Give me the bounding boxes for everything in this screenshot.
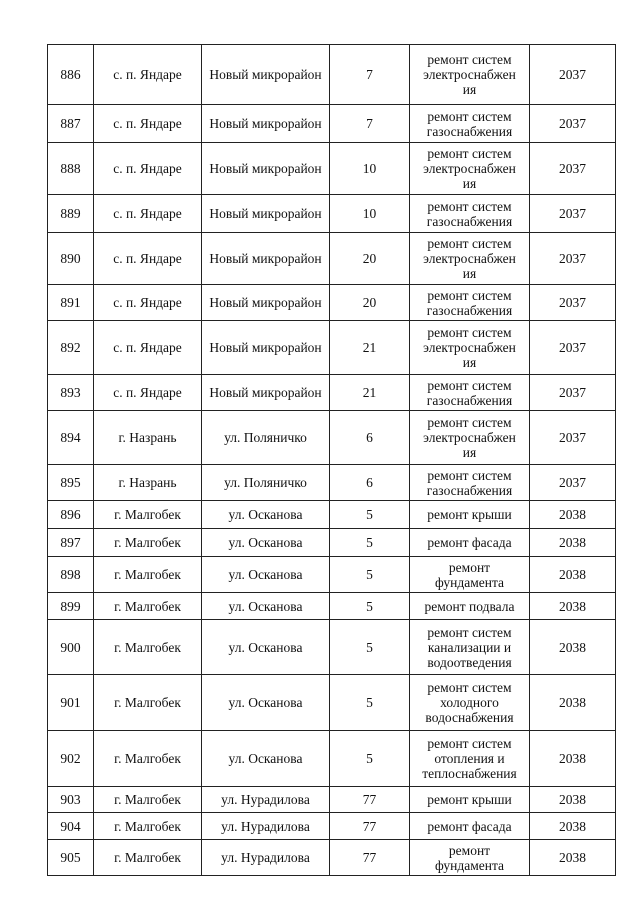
row-number-cell: 903: [48, 787, 94, 813]
row-number-cell: 886: [48, 45, 94, 105]
street-cell: Новый микрорайон: [202, 143, 330, 195]
table-row: [48, 620, 616, 675]
street-cell: ул. Осканова: [202, 557, 330, 593]
table-row: [48, 321, 616, 375]
house-number-cell: 77: [330, 840, 410, 876]
work-type-cell: ремонт систем газоснабжения: [410, 375, 530, 411]
work-type-cell: ремонт подвала: [410, 593, 530, 620]
table-row: [48, 557, 616, 593]
street-cell: ул. Осканова: [202, 501, 330, 529]
work-type-cell: ремонт крыши: [410, 787, 530, 813]
table-row: [48, 731, 616, 787]
year-cell: 2038: [530, 840, 616, 876]
table-row: [48, 787, 616, 813]
street-cell: ул. Нурадилова: [202, 840, 330, 876]
table-body: [48, 45, 616, 876]
work-type-cell: ремонт фундамента: [410, 840, 530, 876]
locality-cell: с. п. Яндаре: [94, 375, 202, 411]
street-cell: Новый микрорайон: [202, 195, 330, 233]
row-number-cell: 899: [48, 593, 94, 620]
year-cell: 2037: [530, 411, 616, 465]
locality-cell: с. п. Яндаре: [94, 285, 202, 321]
house-number-cell: 5: [330, 593, 410, 620]
street-cell: Новый микрорайон: [202, 233, 330, 285]
work-type-cell: ремонт фасада: [410, 529, 530, 557]
table-row: [48, 529, 616, 557]
street-cell: ул. Осканова: [202, 620, 330, 675]
table-row: [48, 411, 616, 465]
street-cell: Новый микрорайон: [202, 285, 330, 321]
table-row: [48, 675, 616, 731]
year-cell: 2038: [530, 593, 616, 620]
row-number-cell: 895: [48, 465, 94, 501]
street-cell: ул. Осканова: [202, 675, 330, 731]
table-row: [48, 375, 616, 411]
house-number-cell: 5: [330, 675, 410, 731]
year-cell: 2038: [530, 557, 616, 593]
work-type-cell: ремонт систем газоснабжения: [410, 285, 530, 321]
locality-cell: с. п. Яндаре: [94, 195, 202, 233]
work-type-cell: ремонт систем газоснабжения: [410, 195, 530, 233]
work-type-cell: ремонт фасада: [410, 813, 530, 840]
year-cell: 2037: [530, 233, 616, 285]
table-row: [48, 285, 616, 321]
locality-cell: с. п. Яндаре: [94, 321, 202, 375]
house-number-cell: 5: [330, 731, 410, 787]
locality-cell: г. Назрань: [94, 465, 202, 501]
table-row: [48, 501, 616, 529]
locality-cell: г. Малгобек: [94, 840, 202, 876]
year-cell: 2037: [530, 465, 616, 501]
year-cell: 2038: [530, 731, 616, 787]
year-cell: 2038: [530, 787, 616, 813]
year-cell: 2038: [530, 529, 616, 557]
street-cell: ул. Осканова: [202, 529, 330, 557]
row-number-cell: 893: [48, 375, 94, 411]
work-type-cell: ремонт систем электроснабжен ия: [410, 143, 530, 195]
locality-cell: г. Малгобек: [94, 620, 202, 675]
house-number-cell: 6: [330, 465, 410, 501]
table-row: [48, 105, 616, 143]
row-number-cell: 892: [48, 321, 94, 375]
row-number-cell: 901: [48, 675, 94, 731]
house-number-cell: 5: [330, 557, 410, 593]
house-number-cell: 20: [330, 233, 410, 285]
house-number-cell: 21: [330, 321, 410, 375]
repair-schedule-table: [47, 44, 616, 876]
work-type-cell: ремонт систем канализации и водоотведения: [410, 620, 530, 675]
work-type-cell: ремонт систем отопления и теплоснабжения: [410, 731, 530, 787]
row-number-cell: 889: [48, 195, 94, 233]
locality-cell: г. Назрань: [94, 411, 202, 465]
locality-cell: г. Малгобек: [94, 787, 202, 813]
house-number-cell: 5: [330, 501, 410, 529]
year-cell: 2037: [530, 375, 616, 411]
house-number-cell: 7: [330, 105, 410, 143]
work-type-cell: ремонт систем электроснабжен ия: [410, 45, 530, 105]
year-cell: 2038: [530, 501, 616, 529]
work-type-cell: ремонт систем газоснабжения: [410, 465, 530, 501]
house-number-cell: 5: [330, 620, 410, 675]
year-cell: 2038: [530, 675, 616, 731]
locality-cell: г. Малгобек: [94, 501, 202, 529]
street-cell: Новый микрорайон: [202, 45, 330, 105]
locality-cell: г. Малгобек: [94, 731, 202, 787]
work-type-cell: ремонт систем газоснабжения: [410, 105, 530, 143]
year-cell: 2037: [530, 105, 616, 143]
street-cell: ул. Осканова: [202, 731, 330, 787]
street-cell: ул. Осканова: [202, 593, 330, 620]
street-cell: Новый микрорайон: [202, 105, 330, 143]
work-type-cell: ремонт систем электроснабжен ия: [410, 411, 530, 465]
street-cell: ул. Поляничко: [202, 411, 330, 465]
year-cell: 2037: [530, 285, 616, 321]
row-number-cell: 896: [48, 501, 94, 529]
house-number-cell: 5: [330, 529, 410, 557]
street-cell: ул. Нурадилова: [202, 813, 330, 840]
row-number-cell: 900: [48, 620, 94, 675]
row-number-cell: 902: [48, 731, 94, 787]
work-type-cell: ремонт систем холодного водоснабжения: [410, 675, 530, 731]
work-type-cell: ремонт фундамента: [410, 557, 530, 593]
year-cell: 2037: [530, 195, 616, 233]
table-row: [48, 813, 616, 840]
house-number-cell: 77: [330, 813, 410, 840]
locality-cell: г. Малгобек: [94, 813, 202, 840]
row-number-cell: 897: [48, 529, 94, 557]
street-cell: ул. Поляничко: [202, 465, 330, 501]
table-row: [48, 233, 616, 285]
locality-cell: г. Малгобек: [94, 529, 202, 557]
year-cell: 2037: [530, 143, 616, 195]
table-row: [48, 465, 616, 501]
row-number-cell: 894: [48, 411, 94, 465]
table-row: [48, 143, 616, 195]
year-cell: 2038: [530, 620, 616, 675]
row-number-cell: 904: [48, 813, 94, 840]
row-number-cell: 890: [48, 233, 94, 285]
locality-cell: с. п. Яндаре: [94, 105, 202, 143]
row-number-cell: 891: [48, 285, 94, 321]
street-cell: Новый микрорайон: [202, 375, 330, 411]
row-number-cell: 898: [48, 557, 94, 593]
work-type-cell: ремонт систем электроснабжен ия: [410, 233, 530, 285]
year-cell: 2038: [530, 813, 616, 840]
locality-cell: с. п. Яндаре: [94, 45, 202, 105]
house-number-cell: 6: [330, 411, 410, 465]
house-number-cell: 20: [330, 285, 410, 321]
year-cell: 2037: [530, 321, 616, 375]
locality-cell: с. п. Яндаре: [94, 143, 202, 195]
row-number-cell: 887: [48, 105, 94, 143]
work-type-cell: ремонт крыши: [410, 501, 530, 529]
house-number-cell: 7: [330, 45, 410, 105]
table-row: [48, 593, 616, 620]
row-number-cell: 888: [48, 143, 94, 195]
table-row: [48, 195, 616, 233]
work-type-cell: ремонт систем электроснабжен ия: [410, 321, 530, 375]
row-number-cell: 905: [48, 840, 94, 876]
locality-cell: г. Малгобек: [94, 593, 202, 620]
locality-cell: г. Малгобек: [94, 557, 202, 593]
street-cell: ул. Нурадилова: [202, 787, 330, 813]
year-cell: 2037: [530, 45, 616, 105]
street-cell: Новый микрорайон: [202, 321, 330, 375]
house-number-cell: 77: [330, 787, 410, 813]
table-row: [48, 840, 616, 876]
locality-cell: г. Малгобек: [94, 675, 202, 731]
house-number-cell: 10: [330, 143, 410, 195]
table-row: [48, 45, 616, 105]
house-number-cell: 10: [330, 195, 410, 233]
house-number-cell: 21: [330, 375, 410, 411]
locality-cell: с. п. Яндаре: [94, 233, 202, 285]
